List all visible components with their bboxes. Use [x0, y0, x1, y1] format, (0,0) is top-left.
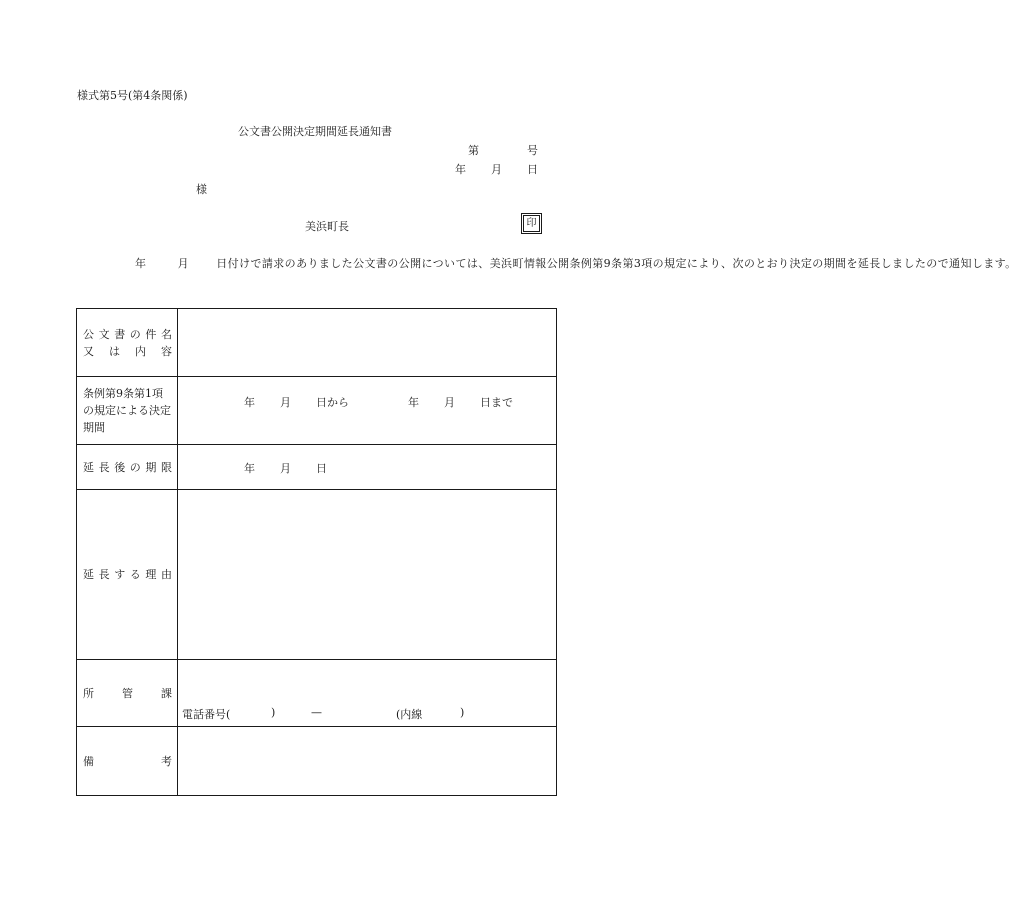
period-from-day: 日から: [316, 396, 349, 409]
body-month: 月: [177, 257, 189, 270]
period-to-year: 年: [408, 396, 419, 409]
body-text: 日付けで請求のありました公文書の公開については、美浜町情報公開条例第9条第3項の規定により、次のとおり決定の期間を延長しましたので通知します。: [216, 257, 1017, 270]
phone-paren-close: ): [271, 706, 276, 719]
sender-name: 美浜町長: [305, 220, 349, 233]
deadline-year: 年: [244, 462, 255, 475]
table-row: [77, 445, 557, 490]
table-row: [77, 490, 557, 660]
notice-body: [76, 254, 1017, 273]
label-line: 延 長 後 の 期 限: [83, 460, 172, 474]
notice-table: [76, 308, 557, 796]
phone-dash: —: [311, 706, 322, 719]
label-line: 備 考: [83, 754, 172, 768]
label-line: 所 管 課: [83, 686, 172, 700]
document-subject-label: [77, 309, 178, 377]
phone-label: 電話番号(: [182, 708, 231, 721]
extension-open: (内線: [396, 708, 423, 721]
body-year: 年: [135, 257, 147, 270]
addressee-suffix: 様: [196, 183, 207, 196]
extension-reason-label: [77, 490, 178, 660]
deadline-day: 日: [316, 462, 327, 475]
decision-period-label: 条例第9条第1項の規定による決定期間: [77, 377, 178, 445]
period-to-day: 日まで: [480, 396, 513, 409]
deadline-month: 月: [280, 462, 291, 475]
document-subject-value[interactable]: [178, 309, 557, 377]
label-line: 公 文 書 の 件 名: [83, 327, 172, 341]
issue-date-month: 月: [491, 163, 502, 176]
doc-number-prefix: 第: [468, 144, 479, 157]
label-line: 又 は 内 容: [83, 344, 172, 358]
issue-date-year: 年: [455, 163, 466, 176]
extended-deadline-value[interactable]: [178, 445, 557, 490]
table-row: [77, 727, 557, 796]
department-label: [77, 660, 178, 727]
doc-number-suffix: 号: [527, 144, 538, 157]
table-row: [77, 377, 557, 445]
extended-deadline-label: [77, 445, 178, 490]
table-row: [77, 660, 557, 727]
seal-stamp: 印: [523, 215, 540, 232]
document-title: 公文書公開決定期間延長通知書: [238, 125, 392, 138]
issue-date-day: 日: [527, 163, 538, 176]
period-to-month: 月: [444, 396, 455, 409]
period-from-year: 年: [244, 396, 255, 409]
label-line: 延 長 す る 理 由: [83, 568, 172, 581]
form-number-label: 様式第5号(第4条関係): [77, 89, 188, 102]
remarks-label: [77, 727, 178, 796]
extension-close: ): [460, 706, 465, 719]
table-row: [77, 309, 557, 377]
period-from-month: 月: [280, 396, 291, 409]
remarks-value[interactable]: [178, 727, 557, 796]
department-value[interactable]: [178, 660, 557, 727]
decision-period-value[interactable]: [178, 377, 557, 445]
extension-reason-value[interactable]: [178, 490, 557, 660]
